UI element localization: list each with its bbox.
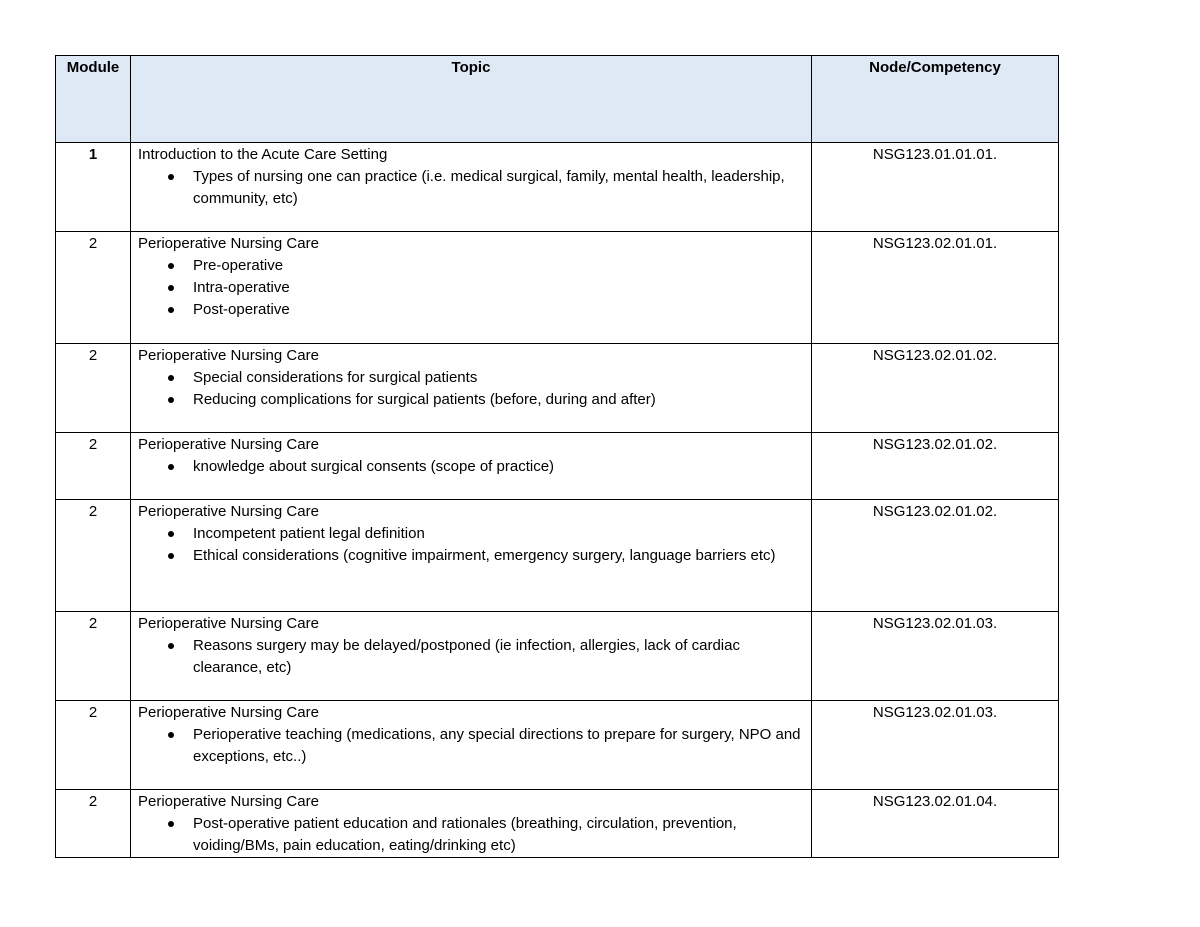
topic-title: Perioperative Nursing Care [138, 347, 319, 364]
topic-cell [131, 612, 812, 701]
node-code: NSG123.02.01.02. [812, 344, 1059, 433]
node-code: NSG123.02.01.02. [812, 433, 1059, 500]
topic-point: Intra-operative [193, 277, 804, 299]
topic-title: Perioperative Nursing Care [138, 615, 319, 632]
topic-title: Perioperative Nursing Care [138, 436, 319, 453]
curriculum-table [55, 55, 1059, 858]
topic-points [138, 456, 804, 478]
topic-point: Special considerations for surgical patients [193, 367, 804, 389]
topic-cell [131, 701, 812, 790]
topic-title: Introduction to the Acute Care Setting [138, 146, 388, 163]
table-row [56, 433, 1059, 500]
module-number: 2 [56, 500, 131, 612]
node-code: NSG123.02.01.04. [812, 790, 1059, 858]
table-row [56, 500, 1059, 612]
module-number: 2 [56, 612, 131, 701]
module-number: 2 [56, 701, 131, 790]
topic-point: Perioperative teaching (medications, any special directions to prepare for surgery, NPO and exceptions, etc..) [193, 724, 804, 768]
node-code: NSG123.02.01.03. [812, 612, 1059, 701]
topic-points [138, 367, 804, 411]
topic-column-header: Topic [131, 56, 812, 143]
topic-cell [131, 344, 812, 433]
topic-cell [131, 500, 812, 612]
topic-points [138, 724, 804, 768]
topic-points [138, 813, 804, 857]
node-column-header: Node/Competency [812, 56, 1059, 143]
module-number: 2 [56, 344, 131, 433]
table-row [56, 790, 1059, 858]
node-code: NSG123.02.01.01. [812, 232, 1059, 344]
module-number: 2 [56, 433, 131, 500]
topic-title: Perioperative Nursing Care [138, 704, 319, 721]
topic-title: Perioperative Nursing Care [138, 235, 319, 252]
topic-points [138, 166, 804, 210]
topic-point: Ethical considerations (cognitive impairment, emergency surgery, language barriers etc) [193, 545, 804, 567]
topic-point: Reasons surgery may be delayed/postponed (ie infection, allergies, lack of cardiac clearance, etc) [193, 635, 804, 679]
topic-points [138, 635, 804, 679]
table-row [56, 612, 1059, 701]
topic-points [138, 255, 804, 321]
table-row [56, 232, 1059, 344]
topic-point: Post-operative [193, 299, 804, 321]
table-row [56, 344, 1059, 433]
topic-cell [131, 143, 812, 232]
topic-point: Post-operative patient education and rationales (breathing, circulation, prevention, voiding/BMs, pain education, eating/drinking etc) [193, 813, 804, 857]
topic-cell [131, 232, 812, 344]
table-row [56, 701, 1059, 790]
module-number: 1 [56, 143, 131, 232]
topic-title: Perioperative Nursing Care [138, 503, 319, 520]
topic-point: Types of nursing one can practice (i.e. medical surgical, family, mental health, leadership, community, etc) [193, 166, 804, 210]
header-row [56, 56, 1059, 143]
module-number: 2 [56, 232, 131, 344]
module-column-header: Module [56, 56, 131, 143]
topic-point: Incompetent patient legal definition [193, 523, 804, 545]
topic-point: Pre-operative [193, 255, 804, 277]
node-code: NSG123.02.01.02. [812, 500, 1059, 612]
topic-point: knowledge about surgical consents (scope of practice) [193, 456, 804, 478]
node-code: NSG123.01.01.01. [812, 143, 1059, 232]
topic-cell [131, 433, 812, 500]
topic-points [138, 523, 804, 567]
topic-title: Perioperative Nursing Care [138, 793, 319, 810]
module-number: 2 [56, 790, 131, 858]
table-row [56, 143, 1059, 232]
node-code: NSG123.02.01.03. [812, 701, 1059, 790]
topic-point: Reducing complications for surgical patients (before, during and after) [193, 389, 804, 411]
topic-cell [131, 790, 812, 858]
